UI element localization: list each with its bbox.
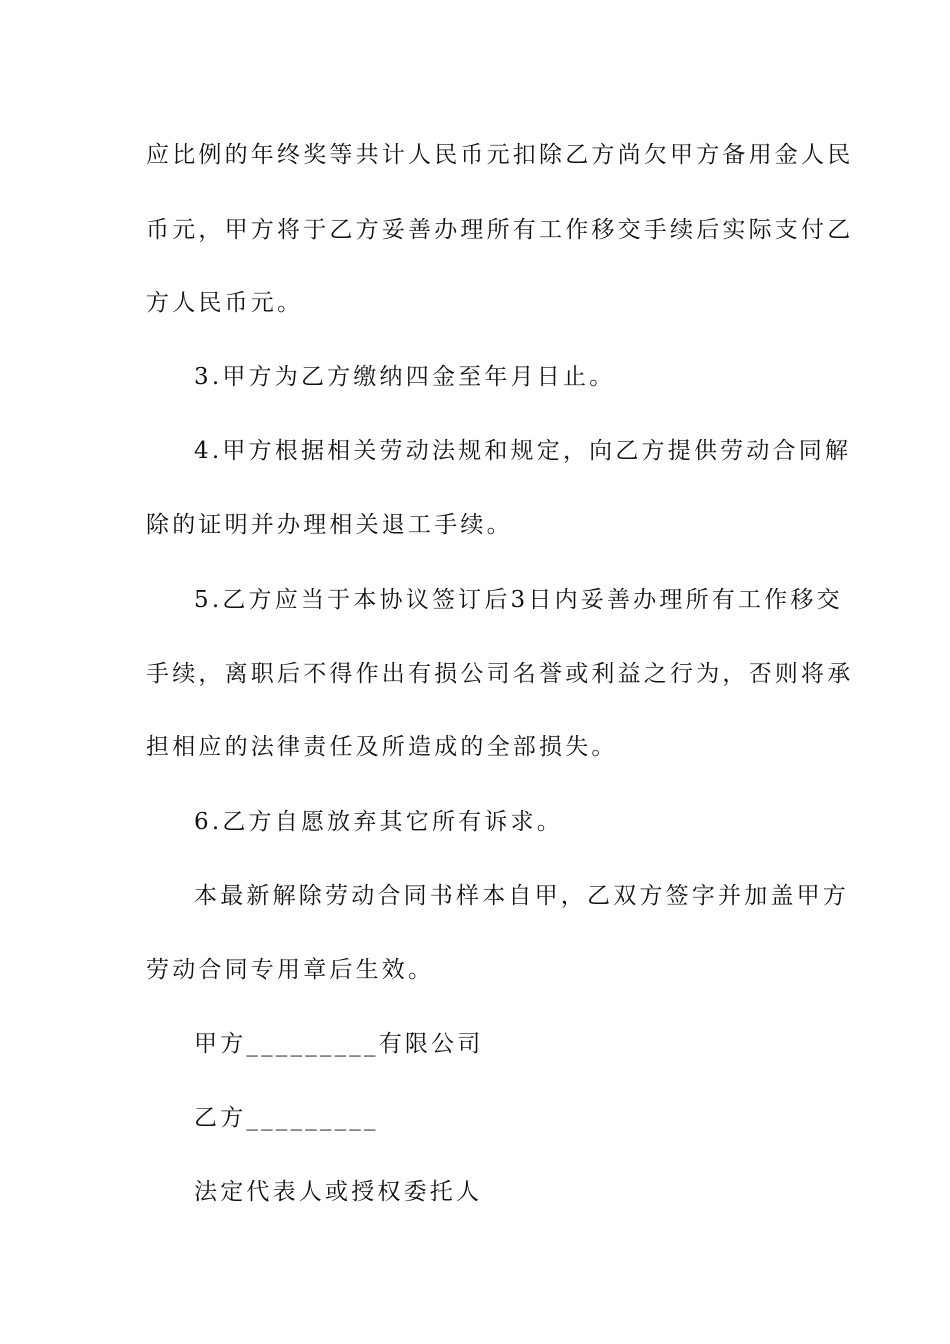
clause-6: 6.乙方自愿放弃其它所有诉求。: [194, 809, 563, 835]
body-text-line: 手续，离职后不得作出有损公司名誉或利益之行为，否则将承: [146, 661, 854, 687]
party-a-signature-line: 甲方_________有限公司: [194, 1031, 484, 1057]
clause-3: 3.甲方为乙方缴纳四金至年月日止。: [194, 364, 616, 390]
effective-clause: 本最新解除劳动合同书样本自甲，乙双方签字并加盖甲方: [194, 883, 849, 909]
party-b-signature-line: 乙方_________: [194, 1105, 379, 1131]
body-text-line: 币元，甲方将于乙方妥善办理所有工作移交手续后实际支付乙: [146, 217, 854, 243]
body-text-line: 方人民币元。: [146, 290, 304, 316]
clause-5: 5.乙方应当于本协议签订后3日内妥善办理所有工作移交: [194, 587, 843, 613]
body-text-line: 劳动合同专用章后生效。: [146, 957, 435, 983]
legal-representative-line: 法定代表人或授权委托人: [194, 1179, 483, 1205]
body-text-line: 应比例的年终奖等共计人民币元扣除乙方尚欠甲方备用金人民: [146, 142, 854, 168]
body-text-line: 担相应的法律责任及所造成的全部损失。: [146, 734, 618, 760]
clause-4: 4.甲方根据相关劳动法规和规定，向乙方提供劳动合同解: [194, 438, 852, 464]
body-text-line: 除的证明并办理相关退工手续。: [146, 512, 513, 538]
